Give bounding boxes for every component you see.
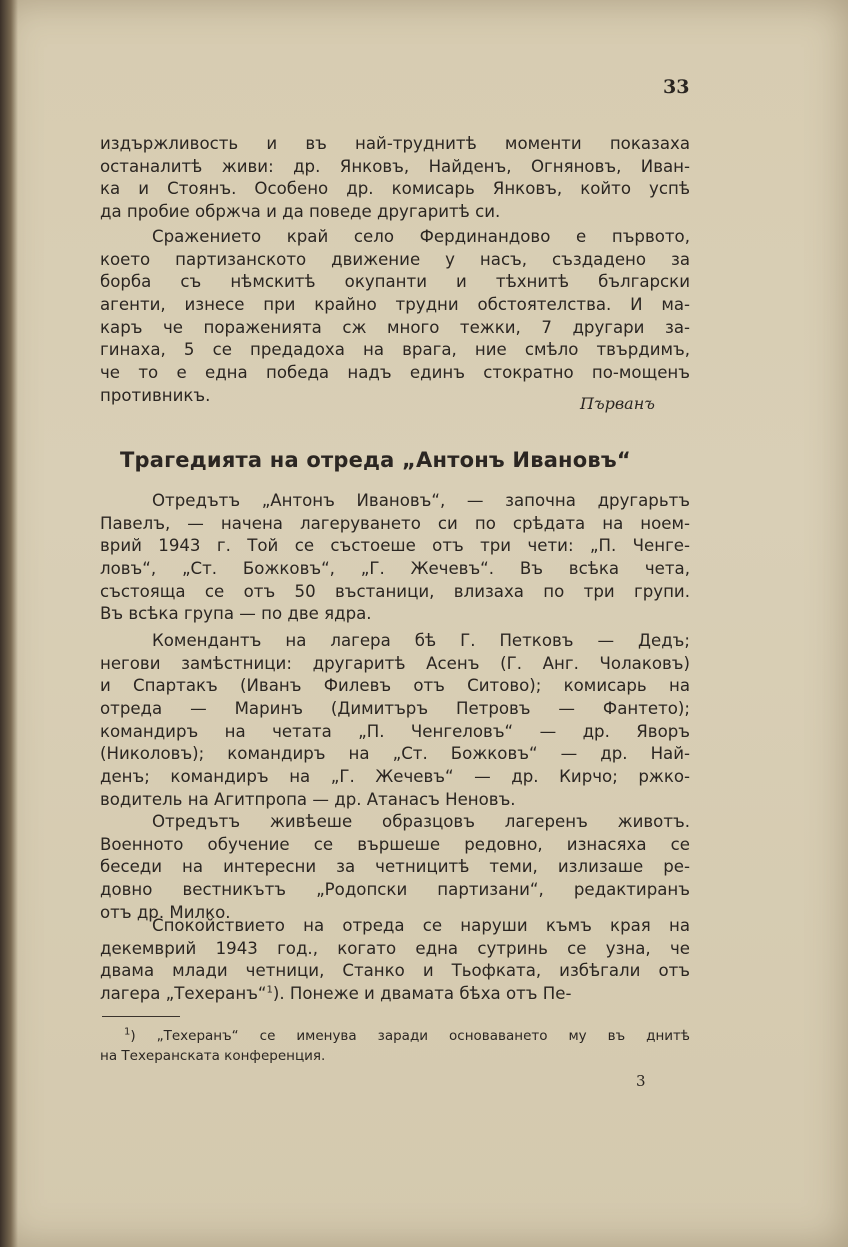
paragraph-desertion — [100, 915, 690, 1006]
text-line: Военното обучение се вършеше редовно, изнасяха се — [100, 834, 690, 854]
text-line: състояща се отъ 50 въстаници, влизаха по три групи. — [100, 581, 690, 601]
text-line: двама млади четници, Станко и Тьофката, избѣгали отъ — [100, 961, 690, 981]
text-line: отреда — Маринъ (Димитъръ Петровъ — Фантето); — [100, 699, 690, 719]
text-line: което партизанското движение у насъ, създадено за — [100, 249, 690, 269]
text-line: да пробие обржча и да поведе другаритѣ си. — [100, 202, 501, 222]
text-line: гинаха, 5 се предадоха на врага, ние смѣло твърдимъ, — [100, 340, 690, 360]
text-line: останалитѣ живи: др. Янковъ, Найденъ, Огняновъ, Иван- — [100, 156, 690, 176]
footnote-close-paren: ) — [130, 1028, 157, 1044]
text-line: командиръ на четата „П. Ченгеловъ“ — др. Яворъ — [100, 721, 690, 741]
text-line: Спокойствието на отреда се наруши къмъ края на — [152, 916, 690, 935]
text-line: врий 1943 г. Той се състоеше отъ три чети: „П. Ченге- — [100, 536, 690, 556]
footnote — [100, 1026, 690, 1066]
footnote-divider — [102, 1016, 180, 1017]
text-line: довно вестникътъ „Родопски партизани“, редактиранъ — [100, 880, 690, 900]
text-line: агенти, изнесе при крайно трудни обстоятелства. И ма- — [100, 295, 690, 315]
page-number: 33 — [663, 76, 690, 98]
text-line — [100, 983, 690, 1006]
text-line: негови замѣстници: другаритѣ Асенъ (Г. Анг. Чолаковъ) — [100, 653, 690, 673]
text-line: каръ че пораженията сж много тежки, 7 другари за- — [100, 317, 690, 337]
text-line: Павелъ, — начена лагеруването си по срѣдата на ноем- — [100, 513, 690, 533]
text-line: водитель на Агитпропа — др. Атанасъ Неновъ. — [100, 789, 516, 809]
text-line: отъ др. Милко. — [100, 902, 231, 922]
paragraph-continued — [100, 133, 690, 224]
author-signature: Първанъ — [580, 394, 655, 413]
text-line: Отредътъ „Антонъ Ивановъ“, — започна другарьтъ — [152, 491, 690, 510]
text-line: Отредътъ живѣеше образцовъ лагеренъ животъ. — [152, 812, 690, 831]
printer-signature-mark: 3 — [636, 1072, 646, 1090]
text-line: борба съ нѣмскитѣ окупанти и тѣхнитѣ български — [100, 272, 690, 292]
text-line: декемврий 1943 год., когато една сутринь се узна, че — [100, 938, 690, 958]
text-line: Комендантъ на лагера бѣ Г. Петковъ — Дедъ; — [152, 631, 690, 650]
footnote-line — [100, 1026, 690, 1046]
text-segment: ). Понеже и двамата бѣха отъ Пе- — [272, 984, 572, 1004]
text-line: ловъ“, „Ст. Божковъ“, „Г. Жечевъ“. Въ всѣка чета, — [100, 559, 690, 579]
footnote-line: на Техеранската конференция. — [100, 1048, 326, 1064]
text-line: противникъ. — [100, 385, 211, 405]
text-line: че то е една победа надъ единъ стократно по-мощенъ — [100, 363, 690, 383]
footnote-reference: 1 — [266, 984, 273, 996]
paragraph-camp-life — [100, 811, 690, 924]
text-line: Въ всѣка група — по две ядра. — [100, 604, 372, 624]
paragraph-command-staff — [100, 630, 690, 812]
text-line: издържливость и въ най-труднитѣ моменти показаха — [100, 134, 690, 153]
text-line: денъ; командиръ на „Г. Жечевъ“ — др. Кирчо; ржко- — [100, 767, 690, 787]
text-line: ка и Стоянъ. Особено др. комисарь Янковъ, който успѣ — [100, 179, 690, 199]
text-line: (Николовъ); командиръ на „Ст. Божковъ“ — др. Най- — [100, 744, 690, 764]
text-line: Сражението край село Фердинандово е първото, — [152, 227, 690, 246]
paragraph-detachment-intro — [100, 490, 690, 626]
text-segment: лагера „Техеранъ“ — [100, 984, 267, 1004]
paragraph-battle-summary — [100, 226, 690, 408]
footnote-marker: 1 — [124, 1026, 131, 1038]
text-line: беседи на интересни за четницитѣ теми, излизаше ре- — [100, 857, 690, 877]
section-title: Трагедията на отреда „Антонъ Ивановъ“ — [120, 448, 631, 472]
text-line: и Спартакъ (Иванъ Филевъ отъ Ситово); комисарь на — [100, 676, 690, 696]
footnote-text: „Техеранъ“ се именува заради основаването му въ днитѣ — [156, 1028, 690, 1044]
